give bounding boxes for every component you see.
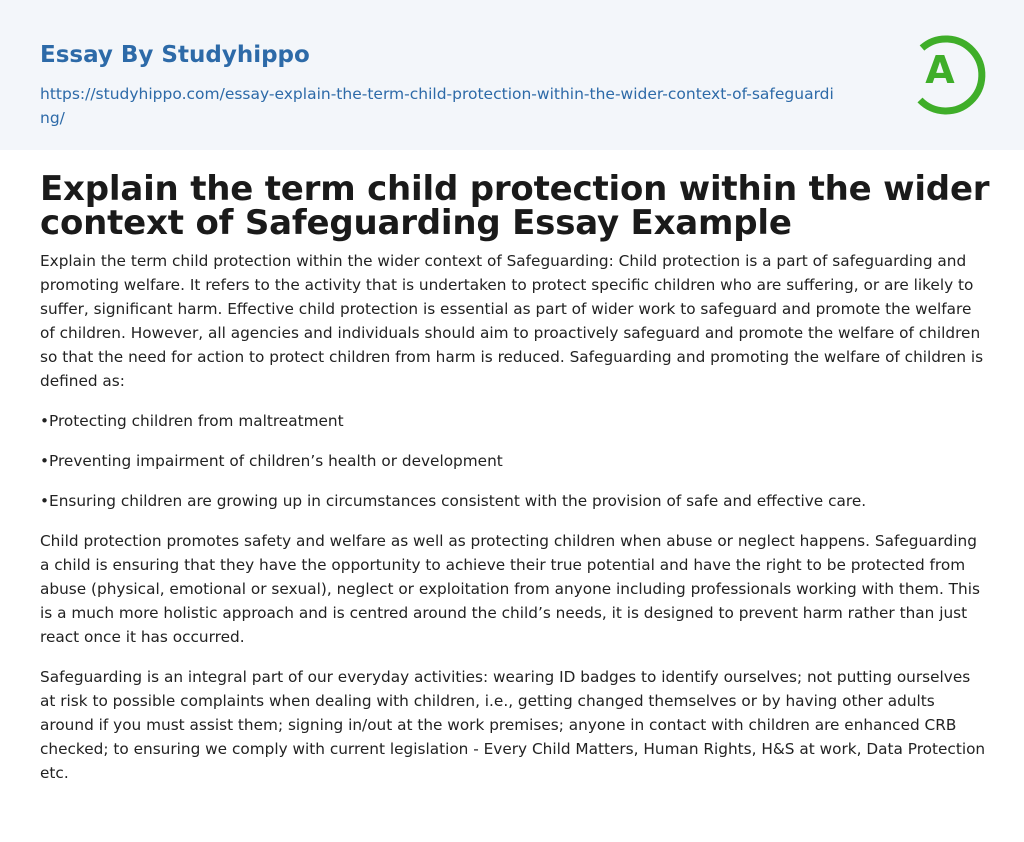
bullet-item: •Protecting children from maltreatment — [40, 412, 344, 430]
logo-letter: A — [925, 48, 955, 92]
bullet-item: •Preventing impairment of children’s health or development — [40, 452, 503, 470]
article-body — [40, 249, 986, 801]
bullet-item: •Ensuring children are growing up in circumstances consistent with the provision of safe and effective care. — [40, 492, 867, 510]
page-title: Explain the term child protection within the wider context of Safeguarding Essay Example — [40, 169, 990, 243]
site-header — [0, 0, 1024, 150]
studyhippo-logo-icon[interactable] — [908, 28, 988, 116]
body-paragraph: Child protection promotes safety and welfare as well as protecting children when abuse or neglect happens. Safeguarding a child is ensuring that they have the opportunity to achieve their true potential and have the right to be protected from abuse (physical, emotional or sexual), neglect or exploitation from anyone including professionals working with them. This is a much more holistic approach and is centred around the child’s needs, it is designed to prevent harm rather than just react once it has occurred. — [40, 532, 980, 646]
intro-paragraph: Explain the term child protection within the wider context of Safeguarding: Child protection is a part of safeguarding and promoting welfare. It refers to the activity that is undertaken to protect specific children who are suffering, or are likely to suffer, significant harm. Effective child protection is essential as part of wider work to safeguard and promote the welfare of children. However, all agencies and individuals should aim to proactively safeguard and promote the welfare of children so that the need for action to protect children from harm is reduced. Safeguarding and promoting the welfare of children is defined as: — [40, 252, 984, 390]
essay-url-link[interactable]: https://studyhippo.com/essay-explain-the-term-child-protection-within-the-wider-context-of-safeguarding/ — [40, 85, 834, 127]
site-brand[interactable]: Essay By Studyhippo — [40, 42, 310, 68]
body-paragraph: Safeguarding is an integral part of our everyday activities: wearing ID badges to identify ourselves; not putting ourselves at risk to possible complaints when dealing with children, i.e., getting changed themselves or by having other adults around if you must assist them; signing in/out at the work premises; anyone in contact with children are enhanced CRB checked; to ensuring we comply with current legislation - Every Child Matters, Human Rights, H&S at work, Data Protection etc. — [40, 668, 986, 782]
